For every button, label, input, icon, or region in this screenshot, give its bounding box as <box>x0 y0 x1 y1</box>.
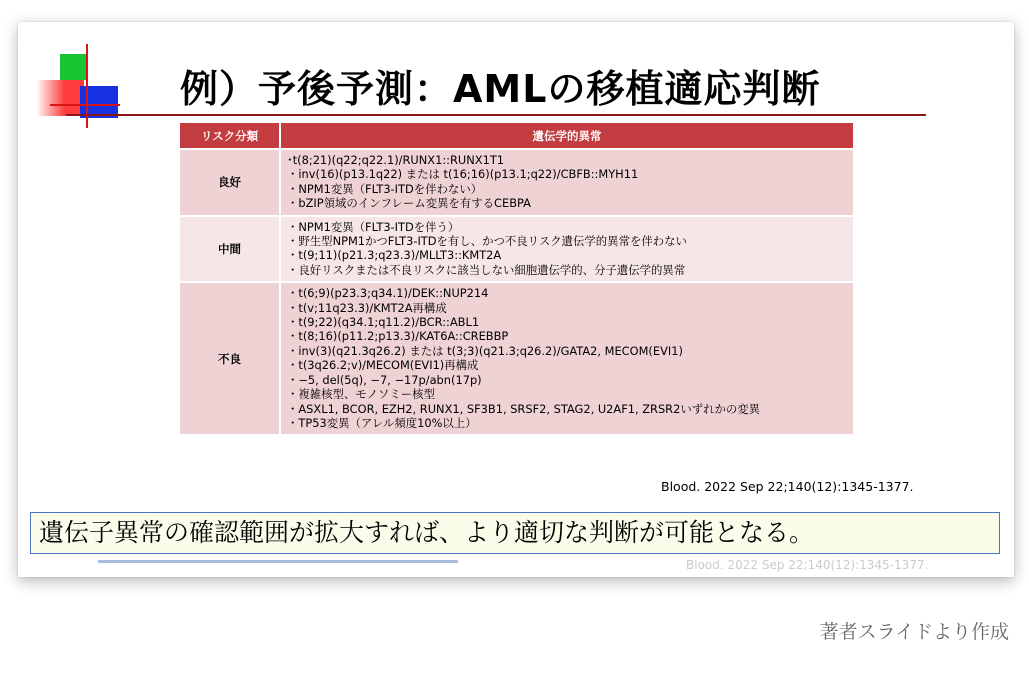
list-item: ・t(v;11q23.3)/KMT2A再構成 <box>287 300 447 315</box>
ghost-bar <box>98 560 458 563</box>
risk-category-adverse: 不良 <box>180 281 281 434</box>
list-item: ・良好リスクまたは不良リスクに該当しない細胞遺伝学的、分子遺伝学的異常 <box>287 262 686 277</box>
abnormality-list <box>281 148 853 215</box>
header-risk-category: リスク分類 <box>180 123 281 148</box>
list-item: ・NPM1変異（FLT3-ITDを伴わない） <box>287 181 483 196</box>
abnormality-list <box>281 281 853 434</box>
citation: Blood. 2022 Sep 22;140(12):1345-1377. <box>661 479 914 494</box>
list-item: ・t(8;16)(p11.2;p13.3)/KAT6A::CREBBP <box>287 329 509 344</box>
header-genetic-abnormality: 遺伝学的異常 <box>281 123 853 148</box>
list-item: ・bZIP領域のインフレーム変異を有するCEBPA <box>287 196 531 211</box>
list-item: ・t(3q26.2;v)/MECOM(EVI1)再構成 <box>287 358 479 373</box>
list-item: ・t(9;11)(p21.3;q23.3)/MLLT3::KMT2A <box>287 248 502 263</box>
highlight-message: 遺伝子異常の確認範囲が拡大すれば、より適切な判断が可能となる。 <box>30 512 1000 554</box>
table-row <box>180 215 853 282</box>
ghost-citation: Blood. 2022 Sep 22;140(12):1345-1377. <box>686 558 929 572</box>
slide-title: 例）予後予測：AMLの移植適応判断 <box>180 67 821 111</box>
list-item: ・inv(16)(p13.1q22) または t(16;16)(p13.1;q22)/CBFB::MYH11 <box>287 167 639 182</box>
source-caption: 著者スライドより作成 <box>819 621 1009 643</box>
table-row <box>180 281 853 434</box>
title-underline <box>66 114 926 116</box>
list-item: ・野生型NPM1かつFLT3-ITDを有し、かつ不良リスク遺伝学的異常を伴わない <box>287 234 687 249</box>
risk-category-intermediate: 中間 <box>180 215 281 282</box>
list-item: ・inv(3)(q21.3q26.2) または t(3;3)(q21.3;q26.2)/GATA2, MECOM(EVI1) <box>287 343 683 358</box>
list-item: ・−5, del(5q), −7, −17p/abn(17p) <box>287 372 482 387</box>
list-item: ･t(8;21)(q22;q22.1)/RUNX1::RUNX1T1 <box>287 153 505 167</box>
list-item: ・t(9;22)(q34.1;q11.2)/BCR::ABL1 <box>287 315 480 330</box>
slide <box>18 22 1014 577</box>
list-item: ・TP53変異（アレル頻度10%以上） <box>287 415 477 430</box>
risk-table <box>180 123 853 434</box>
table-header-row <box>180 123 853 148</box>
list-item: ・複雑核型、モノソミー核型 <box>287 387 435 402</box>
table-row <box>180 148 853 215</box>
risk-category-favorable: 良好 <box>180 148 281 215</box>
slide-logo-icon <box>18 22 128 142</box>
abnormality-list <box>281 215 853 282</box>
list-item: ・ASXL1, BCOR, EZH2, RUNX1, SF3B1, SRSF2, STAG2, U2AF1, ZRSR2いずれかの変異 <box>287 401 761 416</box>
list-item: ・NPM1変異（FLT3-ITDを伴う） <box>287 219 460 234</box>
list-item: ・t(6;9)(p23.3;q34.1)/DEK::NUP214 <box>287 286 489 301</box>
